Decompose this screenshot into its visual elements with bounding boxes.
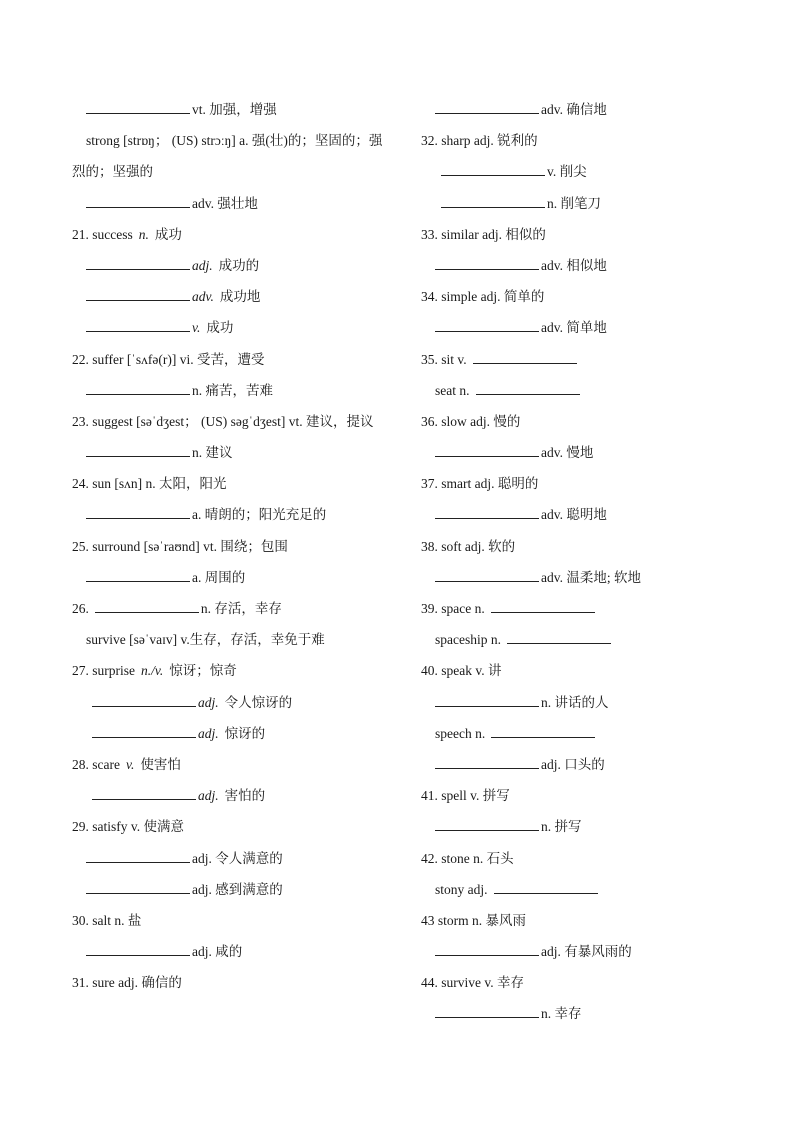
list-item	[421, 998, 751, 1029]
entry-head	[421, 655, 751, 686]
answer-blank[interactable]	[86, 850, 190, 863]
list-item	[421, 936, 751, 967]
entry-word: 44. survive v. 幸存	[421, 975, 524, 991]
answer-blank[interactable]	[86, 382, 190, 395]
answer-blank[interactable]	[435, 818, 539, 831]
entry-word: 24. sun [sʌn] n. 太阳，阳光	[72, 476, 227, 492]
list-item	[72, 936, 392, 967]
answer-blank[interactable]	[435, 694, 539, 707]
item-text: 惊讶的	[224, 725, 266, 741]
answer-blank[interactable]	[92, 694, 196, 707]
item-text: adv. 强壮地	[192, 195, 258, 211]
answer-blank[interactable]	[86, 195, 190, 208]
entry-word: 27. surprise	[72, 663, 135, 679]
entry-head	[421, 905, 751, 936]
entry-word: 28. scare	[72, 756, 120, 772]
answer-blank[interactable]	[86, 881, 190, 894]
item-text: strong [strɒŋ； (US) strɔːŋ] a. 强(壮)的；坚固的；强烈的；坚强的	[72, 133, 383, 180]
entry-head	[72, 531, 392, 562]
list-item	[72, 687, 392, 718]
item-text: adv. 相似地	[541, 257, 607, 273]
answer-blank[interactable]	[476, 382, 580, 395]
entry-word: 39. space n.	[421, 601, 485, 616]
list-item	[72, 562, 392, 593]
entry-head	[421, 468, 751, 499]
answer-blank[interactable]	[86, 569, 190, 582]
entry-word: 42. stone n. 石头	[421, 850, 514, 866]
entry-pos: v.	[125, 756, 135, 772]
item-text: adv. 简单地	[541, 320, 607, 336]
entry-word: 38. soft adj. 软的	[421, 538, 516, 554]
entry-head	[421, 967, 751, 998]
answer-blank[interactable]	[507, 631, 611, 644]
answer-blank[interactable]	[441, 163, 545, 176]
item-pos: v.	[192, 320, 201, 336]
entry-head	[421, 780, 751, 811]
entry-head	[72, 593, 392, 624]
entry-word: 25. surround [səˈraʊnd] vt. 围绕；包围	[72, 538, 288, 554]
entry-word: 37. smart adj. 聪明的	[421, 476, 539, 492]
answer-blank[interactable]	[441, 195, 545, 208]
item-text: adv. 慢地	[541, 445, 594, 461]
item-text: n. 存活，幸存	[200, 601, 282, 617]
list-item	[421, 437, 751, 468]
entry-word: 30. salt n. 盐	[72, 912, 142, 928]
list-item	[72, 125, 392, 187]
list-item	[421, 811, 751, 842]
item-text: adj. 令人满意的	[192, 850, 283, 866]
entry-pos: n.	[138, 226, 149, 242]
list-item	[72, 780, 392, 811]
entry-number: 26.	[72, 601, 89, 617]
list-item	[421, 874, 751, 905]
entry-head	[72, 655, 392, 686]
list-item	[72, 437, 392, 468]
answer-blank[interactable]	[86, 319, 190, 332]
entry-head	[421, 593, 751, 624]
item-text: a. 周围的	[192, 569, 246, 585]
item-text: survive [səˈvaɪv] v.生存，存活，幸免于难	[86, 632, 325, 648]
answer-blank[interactable]	[435, 1005, 539, 1018]
item-text: 成功的	[218, 257, 260, 273]
item-text: stony adj.	[435, 881, 488, 897]
entry-head	[72, 749, 392, 780]
item-text: n. 痛苦，苦难	[192, 382, 273, 398]
entry-head	[421, 219, 751, 250]
entry-head	[421, 125, 751, 156]
entry-word: 41. spell v. 拼写	[421, 788, 510, 804]
left-column	[72, 94, 392, 998]
list-item	[421, 624, 751, 655]
entry-pos: n./v.	[141, 663, 164, 679]
item-text: 令人惊讶的	[224, 694, 293, 710]
item-text: adv. 聪明地	[541, 507, 607, 523]
answer-blank[interactable]	[435, 506, 539, 519]
entry-head	[421, 843, 751, 874]
answer-blank[interactable]	[435, 101, 539, 114]
list-item	[72, 188, 392, 219]
entry-head	[72, 468, 392, 499]
item-pos: adj.	[192, 257, 213, 273]
item-text: n. 幸存	[541, 1006, 582, 1022]
item-text: n. 讲话的人	[541, 694, 609, 710]
list-item	[72, 375, 392, 406]
answer-blank[interactable]	[435, 257, 539, 270]
item-text: n. 削笔刀	[547, 195, 601, 211]
list-item	[421, 250, 751, 281]
entry-head	[72, 967, 392, 998]
list-item	[421, 499, 751, 530]
list-item	[72, 281, 392, 312]
entry-word: 36. slow adj. 慢的	[421, 413, 521, 429]
item-text: seat n.	[435, 382, 470, 398]
item-text: n. 拼写	[541, 819, 582, 835]
answer-blank[interactable]	[435, 756, 539, 769]
entry-word: 32. sharp adj. 锐利的	[421, 133, 538, 149]
answer-blank[interactable]	[95, 600, 199, 613]
item-pos: adj.	[198, 788, 219, 804]
answer-blank[interactable]	[473, 351, 577, 364]
list-item	[72, 843, 392, 874]
entry-meaning: 惊讶；惊奇	[169, 663, 237, 679]
entry-word: 35. sit v.	[421, 351, 467, 367]
entry-word: 23. suggest [səˈdʒest； (US) səgˈdʒest] vt. 建议，提议	[72, 413, 374, 429]
entry-head	[72, 811, 392, 842]
list-item	[421, 312, 751, 343]
item-text: adj. 有暴风雨的	[541, 944, 632, 960]
item-pos: adj.	[198, 725, 219, 741]
entry-head	[72, 905, 392, 936]
entry-head	[72, 344, 392, 375]
answer-blank[interactable]	[491, 725, 595, 738]
list-item	[72, 312, 392, 343]
item-text: adj. 口头的	[541, 756, 605, 772]
list-item	[421, 687, 751, 718]
answer-blank[interactable]	[92, 725, 196, 738]
item-text: n. 建议	[192, 445, 233, 461]
item-text: v. 削尖	[547, 164, 587, 180]
list-item	[72, 250, 392, 281]
entry-head	[72, 406, 392, 437]
answer-blank[interactable]	[435, 943, 539, 956]
list-item	[72, 718, 392, 749]
entry-meaning: 使害怕	[140, 756, 181, 772]
answer-blank[interactable]	[92, 787, 196, 800]
answer-blank[interactable]	[435, 444, 539, 457]
entry-word: 43 storm n. 暴风雨	[421, 912, 527, 928]
answer-blank[interactable]	[435, 319, 539, 332]
entry-word: 33. similar adj. 相似的	[421, 226, 546, 242]
list-item	[421, 156, 751, 187]
list-item	[72, 94, 392, 125]
answer-blank[interactable]	[86, 943, 190, 956]
entry-word: 40. speak v. 讲	[421, 663, 502, 679]
item-text: adj. 感到满意的	[192, 881, 283, 897]
list-item	[421, 749, 751, 780]
answer-blank[interactable]	[86, 444, 190, 457]
list-item	[72, 624, 392, 655]
list-item	[421, 718, 751, 749]
item-text: vt. 加强，增强	[192, 102, 277, 117]
list-item	[421, 94, 751, 125]
item-text: 成功	[206, 320, 234, 336]
list-item	[72, 499, 392, 530]
item-text: a. 晴朗的；阳光充足的	[192, 507, 327, 523]
entry-word: 22. suffer [ˈsʌfə(r)] vi. 受苦，遭受	[72, 351, 265, 367]
answer-blank[interactable]	[494, 881, 598, 894]
item-text: speech n.	[435, 725, 486, 741]
list-item	[421, 375, 751, 406]
answer-blank[interactable]	[86, 506, 190, 519]
entry-head	[421, 531, 751, 562]
answer-blank[interactable]	[491, 600, 595, 613]
entry-word: 31. sure adj. 确信的	[72, 975, 182, 991]
entry-word: 34. simple adj. 简单的	[421, 289, 545, 305]
entry-head	[421, 281, 751, 312]
item-text: adv. 温柔地; 软地	[541, 569, 641, 585]
item-text: adv. 确信地	[541, 102, 607, 117]
list-item	[72, 874, 392, 905]
answer-blank[interactable]	[86, 101, 190, 114]
answer-blank[interactable]	[86, 257, 190, 270]
entry-head	[421, 406, 751, 437]
entry-head	[421, 344, 751, 375]
item-text: spaceship n.	[435, 632, 501, 648]
item-text: 害怕的	[224, 788, 266, 804]
right-column	[421, 94, 751, 1030]
item-pos: adj.	[198, 694, 219, 710]
answer-blank[interactable]	[435, 569, 539, 582]
answer-blank[interactable]	[86, 288, 190, 301]
list-item	[421, 188, 751, 219]
entry-word: 29. satisfy v. 使满意	[72, 819, 184, 835]
entry-head	[72, 219, 392, 250]
item-text: adj. 咸的	[192, 944, 243, 960]
item-pos: adv.	[192, 289, 214, 305]
list-item	[421, 562, 751, 593]
entry-word: 21. success	[72, 226, 133, 242]
entry-meaning: 成功	[154, 226, 182, 242]
item-text: 成功地	[219, 289, 261, 305]
